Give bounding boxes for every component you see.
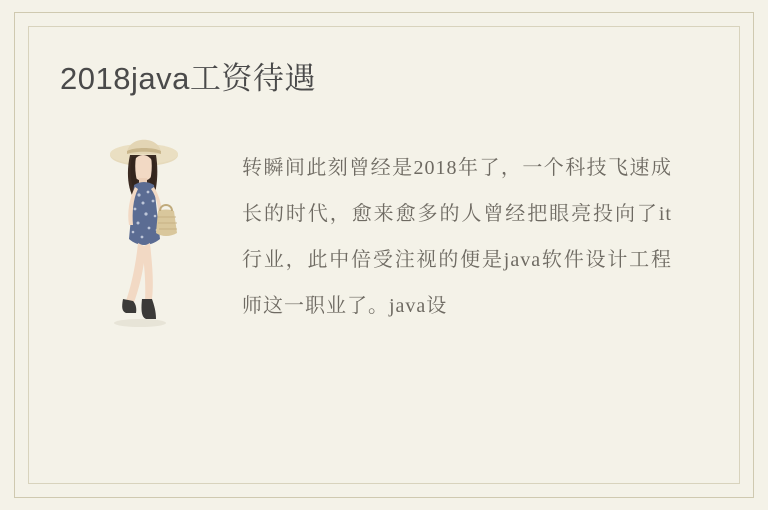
article-paragraph: 转瞬间此刻曾经是2018年了，一个科技飞速成长的时代，愈来愈多的人曾经把眼亮投向了it行业，此中倍受注视的便是java软件设计工程师这一职业了。java设	[242, 157, 672, 318]
document-content	[40, 38, 728, 472]
article-body	[40, 127, 728, 387]
page-title: 2018java工资待遇	[60, 61, 316, 96]
woman-with-sunhat-and-handbag-icon	[96, 127, 216, 387]
